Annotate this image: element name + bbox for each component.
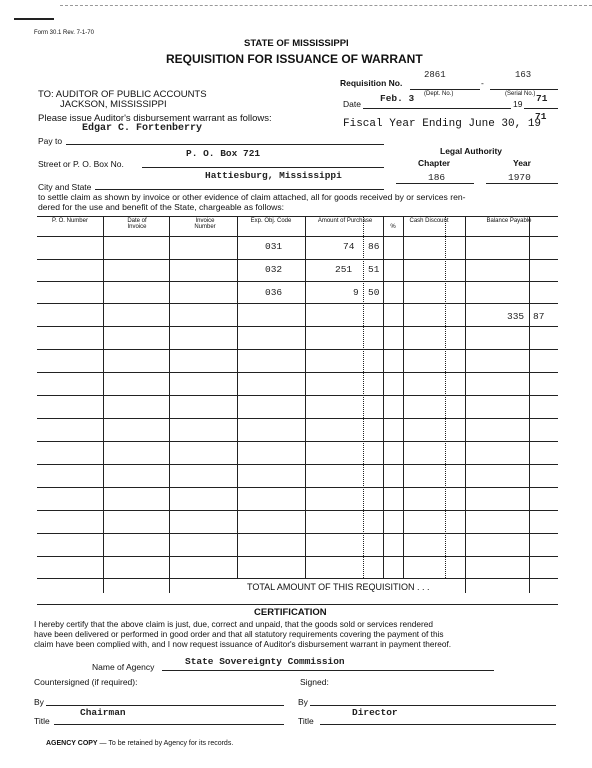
table-row-rule <box>37 259 558 260</box>
table-row-rule <box>37 441 558 442</box>
row-1-cents: 86 <box>368 241 380 252</box>
serial-no-value: 163 <box>515 70 532 80</box>
authority-year-line <box>486 183 558 184</box>
table-row-rule <box>37 556 558 557</box>
row-3-cents: 50 <box>368 287 380 298</box>
legal-authority-heading: Legal Authority <box>440 146 503 156</box>
instruction-text: Please issue Auditor's disbursement warrant as follows: <box>38 113 272 124</box>
left-title-value: Chairman <box>80 707 126 718</box>
row-3-code: 036 <box>265 287 283 298</box>
chapter-value: 186 <box>428 172 446 183</box>
table-row-rule <box>37 578 558 579</box>
city-label: City and State <box>38 182 92 192</box>
settle-text-2: dered for the use and benefit of the State, chargeable as follows: <box>38 202 285 212</box>
addressee-line-1: TO: AUDITOR OF PUBLIC ACCOUNTS <box>38 89 207 100</box>
serial-no-line <box>490 89 558 90</box>
by-line-left <box>46 705 284 706</box>
dept-no-value: 2861 <box>424 70 446 80</box>
table-row-rule <box>37 418 558 419</box>
chapter-line <box>396 183 474 184</box>
addressee-line-2: JACKSON, MISSISSIPPI <box>60 99 167 110</box>
col-divider <box>169 216 170 593</box>
table-row-rule <box>37 281 558 282</box>
footer-bold: AGENCY COPY <box>46 740 98 747</box>
city-value: Hattiesburg, Mississippi <box>205 170 342 181</box>
agency-line <box>162 670 494 671</box>
certification-line-2: have been delivered or performed in good order and that all statutory requirements covering the payment of this <box>34 629 444 639</box>
serial-no-caption: (Serial No.) <box>505 91 536 97</box>
date-value: Feb. 3 <box>380 93 415 104</box>
date-year-value: 71 <box>536 93 548 104</box>
row-2-dollars: 251 <box>335 264 353 275</box>
by-label-left: By <box>34 697 44 707</box>
col-divider <box>237 216 238 578</box>
table-row-rule <box>37 395 558 396</box>
date-year-prefix: 19 <box>513 99 523 109</box>
payee-name: Edgar C. Fortenberry <box>82 123 203 134</box>
by-label-right: By <box>298 697 308 707</box>
table-row-rule <box>37 487 558 488</box>
city-line <box>95 189 384 190</box>
cents-divider <box>445 216 446 578</box>
agency-label: Name of Agency <box>92 662 155 672</box>
settle-text-1: to settle claim as shown by invoice or other evidence of claim attached, all for goods received by or services ren- <box>38 192 466 202</box>
col-header-amount: Amount of Purchase <box>317 218 373 224</box>
cents-divider <box>363 216 364 578</box>
row-3-dollars: 9 <box>353 287 359 298</box>
balance-cents: 87 <box>533 311 545 322</box>
agency-value: State Sovereignty Commission <box>185 656 345 667</box>
fiscal-year-label: Fiscal Year Ending June 30, 19 <box>343 118 542 130</box>
col-divider <box>465 216 466 593</box>
col-divider <box>305 216 306 578</box>
claim-table <box>37 216 558 593</box>
footer-rest: — To be retained by Agency for its records. <box>97 740 234 747</box>
cents-divider <box>529 216 530 593</box>
certification-line-3: claim have been complied with, and I now request issuance of Auditor's disbursement warrant in payment thereof. <box>34 639 452 649</box>
certification-line-1: I hereby certify that the above claim is just, due, correct and unpaid, that the goods sold or services rendered <box>34 619 433 629</box>
pay-to-line <box>66 144 384 145</box>
fiscal-year-value: 71 <box>535 111 547 122</box>
year-label: Year <box>513 158 531 168</box>
col-divider <box>403 216 404 578</box>
table-row-rule <box>37 326 558 327</box>
page-title: REQUISITION FOR ISSUANCE OF WARRANT <box>166 52 423 66</box>
col-header-exp-obj-code: Exp. Obj. Code <box>250 218 292 224</box>
col-divider <box>103 216 104 593</box>
total-label: TOTAL AMOUNT OF THIS REQUISITION . . . <box>247 582 430 592</box>
pay-to-label: Pay to <box>38 136 63 146</box>
title-label-right: Title <box>298 716 314 726</box>
street-value: P. O. Box 721 <box>186 148 261 159</box>
col-header-cash-discount: Cash Discount <box>409 218 449 224</box>
footer-note <box>46 740 233 747</box>
title-label-left: Title <box>34 716 50 726</box>
table-top-rule <box>37 216 558 217</box>
certification-top-rule <box>37 604 558 605</box>
row-1-dollars: 74 <box>343 241 355 252</box>
table-row-rule <box>37 464 558 465</box>
table-row-rule <box>37 510 558 511</box>
row-2-code: 032 <box>265 264 283 275</box>
title-line-left <box>54 724 284 725</box>
col-header-invoice-number: Invoice Number <box>194 218 216 230</box>
form-number: Form 30.1 Rev. 7-1-70 <box>34 30 94 36</box>
table-row-rule <box>37 372 558 373</box>
col-header-balance-payable: Balance Payable <box>486 218 532 224</box>
chapter-label: Chapter <box>418 158 451 168</box>
signed-label: Signed: <box>300 677 329 687</box>
certification-heading: CERTIFICATION <box>254 607 327 618</box>
balance-dollars: 335 <box>507 311 525 322</box>
table-header-rule <box>37 236 558 237</box>
col-divider <box>383 216 384 578</box>
authority-year-value: 1970 <box>508 172 531 183</box>
col-header-date-of-invoice: Date of Invoice <box>127 218 147 230</box>
right-title-value: Director <box>352 707 398 718</box>
date-year-line <box>524 108 558 109</box>
row-1-code: 031 <box>265 241 283 252</box>
row-2-cents: 51 <box>368 264 380 275</box>
col-header-percent: % <box>390 224 396 230</box>
street-label: Street or P. O. Box No. <box>38 159 124 169</box>
state-heading: STATE OF MISSISSIPPI <box>244 38 349 49</box>
dept-no-line <box>410 89 480 90</box>
by-line-right <box>310 705 556 706</box>
requisition-label: Requisition No. <box>340 78 403 88</box>
top-edge-mark <box>14 18 54 20</box>
date-line <box>363 108 511 109</box>
perforation-line <box>60 5 592 6</box>
street-line <box>142 167 384 168</box>
countersigned-label: Countersigned (if required): <box>34 677 138 687</box>
table-row-rule <box>37 303 558 304</box>
date-label: Date <box>343 99 361 109</box>
dash-separator: - <box>481 78 484 88</box>
title-line-right <box>320 724 556 725</box>
dept-no-caption: (Dept. No.) <box>424 91 454 97</box>
table-row-rule <box>37 533 558 534</box>
table-row-rule <box>37 349 558 350</box>
col-header-po-number: P. O. Number <box>52 218 88 224</box>
